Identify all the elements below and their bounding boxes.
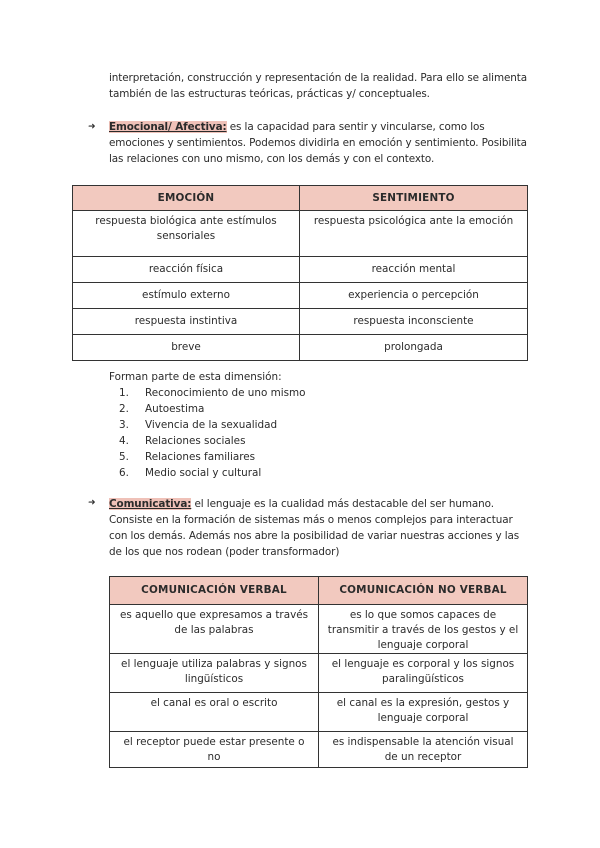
table-cell: es aquello que expresamos a través de las palabras — [110, 605, 319, 654]
table-cell: es indispensable la atención visual de un receptor — [319, 732, 528, 768]
comunicacion-table — [109, 576, 528, 768]
table-cell: el canal es oral o escrito — [110, 693, 319, 732]
intro-paragraph: interpretación, construcción y representación de la realidad. Para ello se alimenta también de las estructuras teóricas, prácticas y/ conceptuales. — [109, 72, 528, 100]
table-cell: experiencia o percepción — [300, 283, 528, 309]
list-text: Reconocimiento de uno mismo — [145, 387, 306, 399]
table-cell: reacción física — [73, 257, 300, 283]
table-cell: el canal es la expresión, gestos y lenguaje corporal — [319, 693, 528, 732]
list-item — [109, 465, 306, 481]
table-header-row — [73, 186, 528, 211]
list-text: Medio social y cultural — [145, 467, 262, 479]
table-cell: es lo que somos capaces de transmitir a través de los gestos y el lenguaje corporal — [319, 605, 528, 654]
table-row — [73, 283, 528, 309]
table-row — [110, 654, 528, 693]
table-cell: respuesta inconsciente — [300, 309, 528, 335]
arrow-bullet-icon: ➜ — [88, 122, 96, 132]
list-item — [109, 417, 306, 433]
list-text: Vivencia de la sexualidad — [145, 419, 278, 431]
table-row — [110, 605, 528, 654]
list-intro: Forman parte de esta dimensión: — [109, 371, 282, 383]
list-number: 4. — [119, 435, 129, 447]
header-sentimiento: SENTIMIENTO — [300, 186, 528, 211]
list-number: 5. — [119, 451, 129, 463]
table-row — [73, 257, 528, 283]
table-cell: el lenguaje es corporal y los signos paralingüísticos — [319, 654, 528, 693]
table-cell: el receptor puede estar presente o no — [110, 732, 319, 768]
comunicativa-paragraph — [109, 496, 534, 560]
list-number: 2. — [119, 403, 129, 415]
list-text: Autoestima — [145, 403, 205, 415]
arrow-bullet-icon: ➜ — [88, 498, 96, 508]
table-row — [73, 335, 528, 361]
table-cell: respuesta instintiva — [73, 309, 300, 335]
list-item — [109, 449, 306, 465]
header-emocion: EMOCIÓN — [73, 186, 300, 211]
table-cell: estímulo externo — [73, 283, 300, 309]
list-text: Relaciones familiares — [145, 451, 256, 463]
table-header-row — [110, 577, 528, 605]
list-item — [109, 433, 306, 449]
table-row — [73, 309, 528, 335]
table-row — [110, 732, 528, 768]
emocional-text: es la capacidad para sentir y vincularse, como los emociones y sentimientos. Podemos dividirla en emoción y sentimiento. Posibilita las relaciones con uno mismo, con los demás y con el contexto. — [109, 121, 527, 165]
table-cell: prolongada — [300, 335, 528, 361]
emocion-sentimiento-table — [72, 185, 528, 361]
list-number: 3. — [119, 419, 129, 431]
table-cell: breve — [73, 335, 300, 361]
list-item — [109, 401, 306, 417]
comunicativa-text: el lenguaje es la cualidad más destacable del ser humano. Consiste en la formación de sistemas más o menos complejos para interactuar con los demás. Además nos abre la posibilidad de variar nuestras acciones y las de los que nos rodean (poder transformador) — [109, 498, 520, 558]
list-number: 6. — [119, 467, 129, 479]
table-row — [110, 693, 528, 732]
table-cell: el lenguaje utiliza palabras y signos lingüísticos — [110, 654, 319, 693]
table-cell: respuesta psicológica ante la emoción — [300, 211, 528, 257]
table-row — [73, 211, 528, 257]
emocional-paragraph — [109, 119, 529, 167]
list-number: 1. — [119, 387, 129, 399]
list-text: Relaciones sociales — [145, 435, 246, 447]
list-item — [109, 385, 306, 401]
comunicativa-term: Comunicativa: — [109, 498, 192, 510]
header-verbal: COMUNICACIÓN VERBAL — [110, 577, 319, 605]
table-cell: reacción mental — [300, 257, 528, 283]
table-cell: respuesta biológica ante estímulos sensoriales — [73, 211, 300, 257]
emocional-term: Emocional/ Afectiva: — [109, 121, 227, 133]
header-no-verbal: COMUNICACIÓN NO VERBAL — [319, 577, 528, 605]
dimension-list — [109, 385, 306, 481]
